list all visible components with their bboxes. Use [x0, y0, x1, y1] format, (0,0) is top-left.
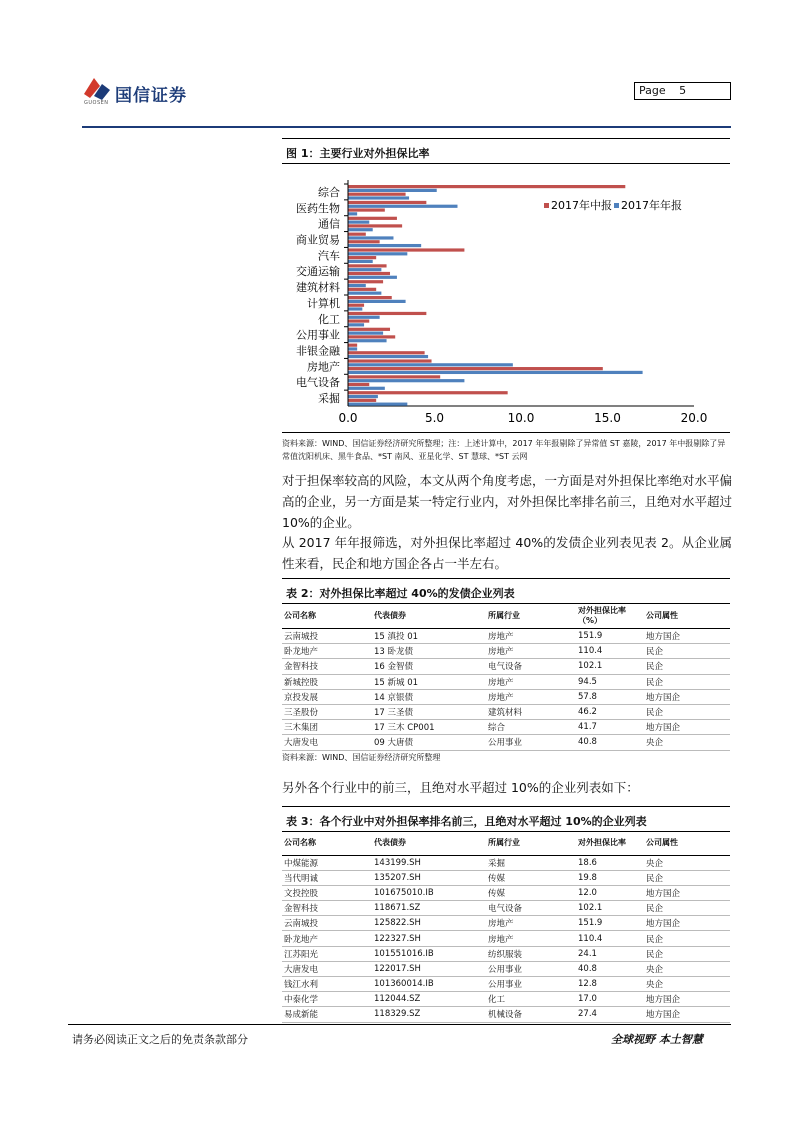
table-cell: 民企: [644, 674, 730, 689]
table-cell: 云南城投: [282, 629, 372, 644]
table-cell: 地方国企: [644, 689, 730, 704]
table-cell: 公用事业: [486, 961, 576, 976]
table-cell: 122327.SH: [372, 931, 486, 946]
table-row: [282, 870, 730, 885]
x-tick-label: 10.0: [507, 411, 535, 425]
table-row: [282, 855, 730, 870]
table-cell: 云南城投: [282, 916, 372, 931]
table-cell: 27.4: [576, 1007, 644, 1022]
table-cell: 传媒: [486, 885, 576, 900]
table3-title: 表 3：各个行业中对外担保率排名前三，且绝对水平超过 10%的企业列表: [282, 806, 730, 832]
y-category-label: 商业贸易: [296, 233, 340, 247]
bar: [349, 217, 397, 220]
table-cell: 采掘: [486, 855, 576, 870]
table-cell: 14 京银债: [372, 689, 486, 704]
table-cell: 易成新能: [282, 1007, 372, 1022]
x-tick-label: 0.0: [338, 411, 358, 425]
table-cell: 民企: [644, 644, 730, 659]
table-header-cell: 所属行业: [486, 831, 576, 855]
x-tick-label: 5.0: [424, 411, 445, 425]
y-category-label: 房地产: [307, 360, 340, 374]
table-cell: 三圣股份: [282, 704, 372, 719]
table-cell: 101675010.IB: [372, 885, 486, 900]
bar: [349, 189, 437, 192]
bar: [349, 319, 370, 322]
bar: [349, 367, 603, 370]
y-category-label: 通信: [318, 217, 340, 231]
legend-label: 2017年中报: [551, 199, 612, 212]
y-category-label: 计算机: [307, 296, 340, 310]
x-tick-label: 15.0: [594, 411, 621, 425]
bar: [349, 332, 384, 335]
bar: [349, 339, 387, 342]
table-row: [282, 644, 730, 659]
table-cell: 46.2: [576, 704, 644, 719]
bar: [349, 344, 358, 347]
bar: [349, 316, 380, 319]
table-cell: 新城控股: [282, 674, 372, 689]
page-number-box: [634, 82, 731, 100]
table2: [282, 604, 730, 751]
bar: [349, 284, 366, 287]
y-category-label: 医药生物: [296, 201, 340, 215]
bar: [349, 256, 377, 259]
bar: [349, 288, 377, 291]
bar: [349, 196, 410, 199]
table-row: [282, 1007, 730, 1022]
table-cell: 110.4: [576, 931, 644, 946]
table-cell: 12.0: [576, 885, 644, 900]
table-cell: 17 三圣债: [372, 704, 486, 719]
table-cell: 大唐发电: [282, 735, 372, 750]
bar: [349, 403, 408, 406]
guosen-logo-icon: [82, 76, 112, 100]
table-row: [282, 629, 730, 644]
table-cell: 15 滇投 01: [372, 629, 486, 644]
footer-slogan: 全球视野 本土智慧: [611, 1033, 703, 1046]
paragraph-3: 另外各个行业中的前三，且绝对水平超过 10%的企业列表如下：: [282, 780, 639, 795]
bar: [349, 248, 465, 251]
bar: [349, 185, 626, 188]
legend-label: 2017年年报: [621, 199, 682, 212]
bar: [349, 268, 382, 271]
bar-chart: [282, 168, 730, 430]
table-cell: 房地产: [486, 916, 576, 931]
table-cell: 地方国企: [644, 720, 730, 735]
table-header-cell: 代表债券: [372, 831, 486, 855]
table-header-cell: 公司属性: [644, 604, 730, 629]
legend-swatch: [614, 203, 619, 208]
table-cell: 建筑材料: [486, 704, 576, 719]
table-cell: 135207.SH: [372, 870, 486, 885]
bar: [349, 351, 425, 354]
bar: [349, 221, 370, 224]
bar: [349, 224, 403, 227]
table-cell: 151.9: [576, 629, 644, 644]
table-cell: 卧龙地产: [282, 931, 372, 946]
bar: [349, 264, 387, 267]
table-cell: 金智科技: [282, 901, 372, 916]
bar: [349, 300, 406, 303]
table-cell: 102.1: [576, 901, 644, 916]
table-cell: 房地产: [486, 644, 576, 659]
table-row: [282, 961, 730, 976]
bar: [349, 304, 365, 307]
table-row: [282, 901, 730, 916]
table-cell: 钱江水利: [282, 977, 372, 992]
table-header-cell: 对外担保比率（%）: [576, 604, 644, 629]
table-cell: 房地产: [486, 931, 576, 946]
table-cell: 文投控股: [282, 885, 372, 900]
bar: [349, 335, 396, 338]
table-cell: 122017.SH: [372, 961, 486, 976]
table-cell: 纺织服装: [486, 946, 576, 961]
table-row: [282, 931, 730, 946]
table-cell: 地方国企: [644, 916, 730, 931]
table-cell: 央企: [644, 855, 730, 870]
y-category-label: 公用事业: [296, 328, 340, 342]
table-header-cell: 公司名称: [282, 831, 372, 855]
table-row: [282, 689, 730, 704]
table-header-cell: 公司名称: [282, 604, 372, 629]
bar: [349, 395, 378, 398]
paragraph-2: 从 2017 年年报筛选，对外担保比率超过 40%的发债企业列表见表 2。从企业属性来看，民企和地方国企各占一半左右。: [282, 535, 732, 571]
table-cell: 民企: [644, 931, 730, 946]
table-cell: 地方国企: [644, 1007, 730, 1022]
table-cell: 15 新城 01: [372, 674, 486, 689]
table-row: [282, 885, 730, 900]
table-cell: 地方国企: [644, 629, 730, 644]
figure-source: 资料来源：WIND、国信证券经济研究所整理；注：上述计算中，2017 年年报剔除了异常值 ST 嘉陵，2017 年中报剔除了异常值沈阳机床、黑牛食品、*ST 南风、亚星化学、ST 慧球、*ST 云网: [282, 432, 730, 463]
table-cell: 央企: [644, 961, 730, 976]
table-cell: 101360014.IB: [372, 977, 486, 992]
bar: [349, 323, 365, 326]
table-cell: 房地产: [486, 674, 576, 689]
header-rule: [82, 126, 731, 128]
table-cell: 13 卧龙债: [372, 644, 486, 659]
bar: [349, 312, 427, 315]
bar: [349, 208, 385, 211]
table-cell: 房地产: [486, 689, 576, 704]
bar: [349, 276, 397, 279]
table-cell: 金智科技: [282, 659, 372, 674]
table-cell: 京投发展: [282, 689, 372, 704]
table-header-cell: 公司属性: [644, 831, 730, 855]
table-cell: 102.1: [576, 659, 644, 674]
bar: [349, 233, 366, 236]
table-header-cell: 对外担保比率: [576, 831, 644, 855]
table-row: [282, 735, 730, 750]
table-cell: 19.8: [576, 870, 644, 885]
table-cell: 151.9: [576, 916, 644, 931]
table-cell: 101551016.IB: [372, 946, 486, 961]
bar: [349, 236, 394, 239]
bar: [349, 359, 432, 362]
table-cell: 09 大唐债: [372, 735, 486, 750]
table-cell: 40.8: [576, 961, 644, 976]
bar: [349, 379, 465, 382]
bar: [349, 296, 392, 299]
table-cell: 118329.SZ: [372, 1007, 486, 1022]
table2-title: 表 2：对外担保比率超过 40%的发债企业列表: [282, 578, 730, 604]
page-number: 5: [679, 84, 687, 97]
table-cell: 机械设备: [486, 1007, 576, 1022]
table-cell: 央企: [644, 735, 730, 750]
bar: [349, 383, 370, 386]
bar: [349, 193, 406, 196]
table-row: [282, 674, 730, 689]
bar: [349, 328, 391, 331]
bar: [349, 355, 429, 358]
bar: [349, 212, 358, 215]
bar: [349, 375, 441, 378]
table-cell: 118671.SZ: [372, 901, 486, 916]
bar: [349, 371, 643, 374]
table-row: [282, 977, 730, 992]
y-category-label: 汽车: [318, 249, 340, 263]
table-cell: 当代明诚: [282, 870, 372, 885]
table-row: [282, 992, 730, 1007]
table-cell: 三木集团: [282, 720, 372, 735]
table-cell: 民企: [644, 901, 730, 916]
y-category-label: 综合: [318, 185, 340, 199]
table-cell: 12.8: [576, 977, 644, 992]
table-cell: 125822.SH: [372, 916, 486, 931]
bar: [349, 292, 382, 295]
table2-source: 资料来源：WIND、国信证券经济研究所整理: [282, 753, 441, 762]
bar: [349, 399, 377, 402]
table-cell: 中煤能源: [282, 855, 372, 870]
bar: [349, 228, 373, 231]
footer-disclaimer: 请务必阅读正文之后的免责条款部分: [72, 1033, 248, 1046]
table-cell: 化工: [486, 992, 576, 1007]
figure-title: 图 1：主要行业对外担保比率: [282, 138, 730, 164]
table-cell: 16 金智债: [372, 659, 486, 674]
table-row: [282, 659, 730, 674]
bar: [349, 205, 458, 208]
table-cell: 110.4: [576, 644, 644, 659]
bar: [349, 391, 508, 394]
table-cell: 41.7: [576, 720, 644, 735]
table-cell: 地方国企: [644, 885, 730, 900]
table-cell: 57.8: [576, 689, 644, 704]
table-cell: 地方国企: [644, 992, 730, 1007]
table-cell: 94.5: [576, 674, 644, 689]
bar: [349, 240, 380, 243]
table-cell: 中泰化学: [282, 992, 372, 1007]
legend-swatch: [544, 203, 549, 208]
guosen-logo: [82, 76, 202, 106]
bar: [349, 260, 373, 263]
table-cell: 公用事业: [486, 735, 576, 750]
bar: [349, 244, 422, 247]
table-cell: 143199.SH: [372, 855, 486, 870]
bar: [349, 307, 363, 310]
table-cell: 17.0: [576, 992, 644, 1007]
table-header-cell: 所属行业: [486, 604, 576, 629]
bar: [349, 280, 384, 283]
bar: [349, 201, 427, 204]
y-category-label: 非银金融: [296, 344, 340, 358]
page-label: Page: [639, 84, 666, 97]
page-header: [0, 0, 793, 130]
logo-text: 国信证券: [115, 86, 187, 106]
logo-subtext: GUOSEN: [84, 100, 109, 106]
table-cell: 17 三木 CP001: [372, 720, 486, 735]
bar: [349, 387, 385, 390]
y-category-label: 建筑材料: [296, 281, 340, 295]
bar: [349, 363, 513, 366]
y-category-label: 采掘: [318, 392, 340, 406]
x-tick-label: 20.0: [680, 411, 708, 425]
paragraph-1: 对于担保率较高的风险，本文从两个角度考虑，一方面是对外担保比率绝对水平偏高的企业，另一方面是某一特定行业内，对外担保比率排名前三，且绝对水平超过 10%的企业。: [282, 473, 733, 530]
table-cell: 电气设备: [486, 901, 576, 916]
table-cell: 民企: [644, 659, 730, 674]
table-row: [282, 946, 730, 961]
table-row: [282, 704, 730, 719]
table-cell: 112044.SZ: [372, 992, 486, 1007]
table-row: [282, 916, 730, 931]
table-row: [282, 720, 730, 735]
y-category-label: 交通运输: [296, 265, 340, 279]
y-category-label: 化工: [318, 312, 340, 326]
y-category-label: 电气设备: [296, 376, 340, 390]
table-cell: 大唐发电: [282, 961, 372, 976]
table-header-cell: 代表债券: [372, 604, 486, 629]
footer-rule: [68, 1024, 731, 1025]
bar: [349, 252, 408, 255]
table-cell: 民企: [644, 870, 730, 885]
table3: [282, 831, 730, 1023]
bar: [349, 272, 391, 275]
table-cell: 江苏阳光: [282, 946, 372, 961]
table-cell: 40.8: [576, 735, 644, 750]
table-cell: 24.1: [576, 946, 644, 961]
table-cell: 央企: [644, 977, 730, 992]
bar: [349, 347, 358, 350]
table-cell: 传媒: [486, 870, 576, 885]
table-cell: 民企: [644, 704, 730, 719]
table-cell: 综合: [486, 720, 576, 735]
table-cell: 18.6: [576, 855, 644, 870]
table-cell: 房地产: [486, 629, 576, 644]
table-cell: 电气设备: [486, 659, 576, 674]
table-cell: 公用事业: [486, 977, 576, 992]
table-cell: 民企: [644, 946, 730, 961]
table-cell: 卧龙地产: [282, 644, 372, 659]
